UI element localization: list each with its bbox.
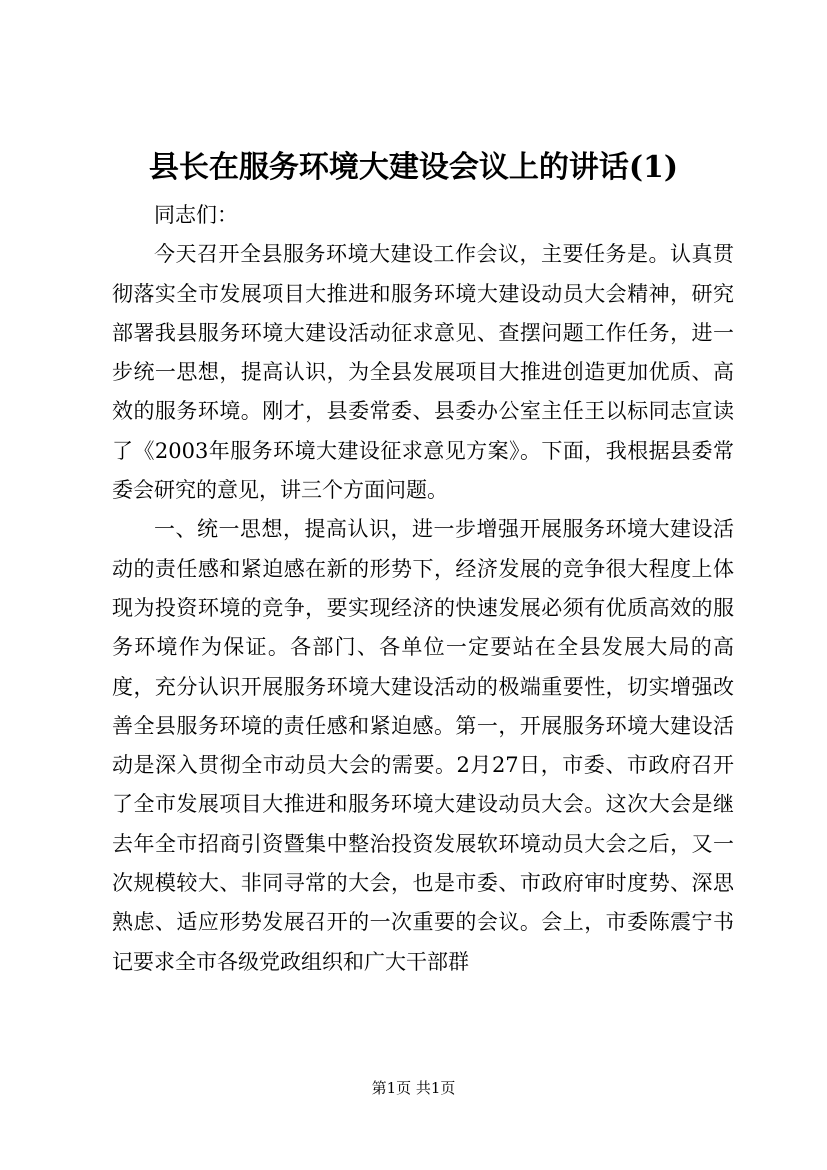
page-number-footer: 第1页 共1页 xyxy=(371,1079,456,1097)
paragraph-intro: 今天召开全县服务环境大建设工作会议，主要任务是。认真贯彻落实全市发展项目大推进和服务环境大建设动员大会精神，研究部署我县服务环境大建设活动征求意见、查摆问题工作任务，进一步统一思想，提高认识，为全县发展项目大推进创造更加优质、高效的服务环境。刚才，县委常委、县委办公室主任王以标同志宣读了《2003年服务环境大建设征求意见方案》。下面，我根据县委常委会研究的意见，讲三个方面问题。 xyxy=(112,242,734,503)
paragraph-section-one: 一、统一思想，提高认识，进一步增强开展服务环境大建设活动的责任感和紧迫感在新的形势下，经济发展的竞争很大程度上体现为投资环境的竞争，要实现经济的快速发展必须有优质高效的服务环境作为保证。各部门、各单位一定要站在全县发展大局的高度，充分认识开展服务环境大建设活动的极端重要性，切实增强改善全县服务环境的责任感和紧迫感。第一，开展服务环境大建设活动是深入贯彻全市动员大会的需要。2月27日，市委、市政府召开了全市发展项目大推进和服务环境大建设动员大会。这次大会是继去年全市招商引资暨集中整治投资发展软环境动员大会之后，又一次规模较大、非同寻常的大会，也是市委、市政府审时度势、深思熟虑、适应形势发展召开的一次重要的会议。会上，市委陈震宁书记要求全市各级党政组织和广大干部群 xyxy=(112,517,734,974)
document-body xyxy=(112,196,734,982)
salutation: 同志们： xyxy=(154,203,238,227)
document-title: 县长在服务环境大建设会议上的讲话(1) xyxy=(148,150,679,185)
